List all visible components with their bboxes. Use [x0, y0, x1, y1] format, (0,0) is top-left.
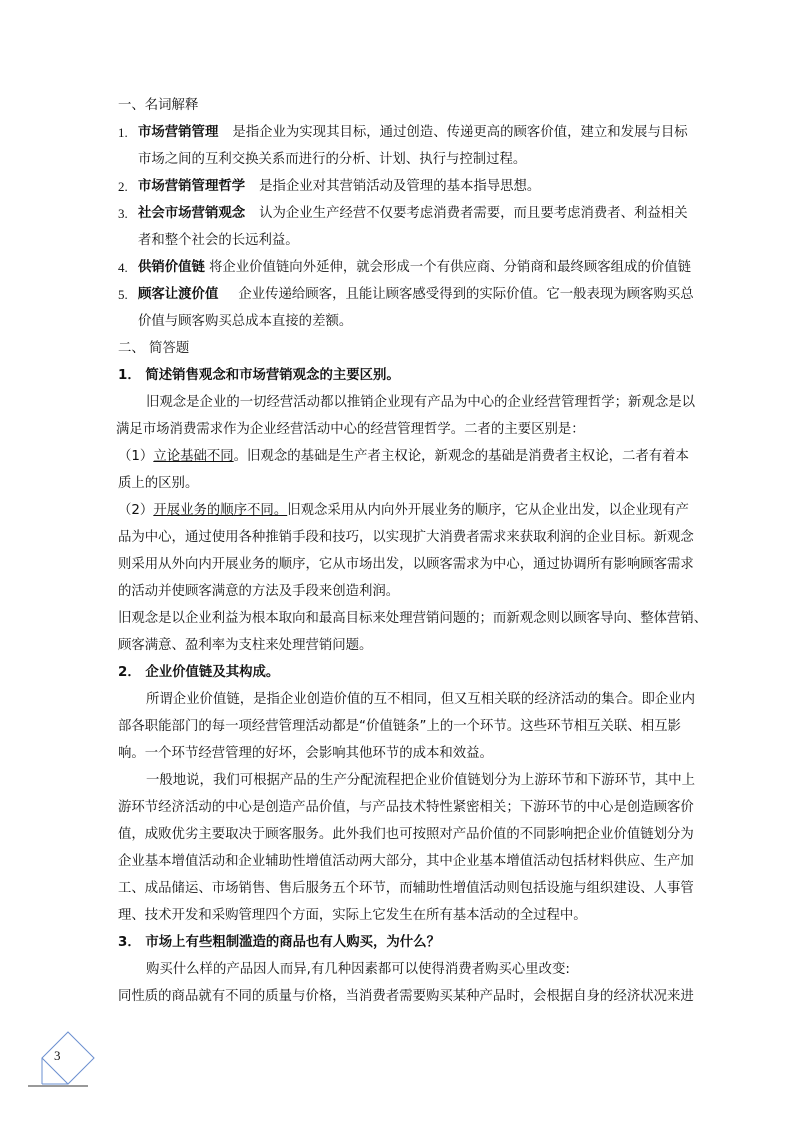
- definition-cont: 市场之间的互利交换关系而进行的分析、计划、执行与控制过程。: [138, 152, 527, 167]
- section2-heading: 二、 简答题: [118, 341, 190, 356]
- list-item: [118, 254, 728, 281]
- paragraph: 工、成品储运、市场销售、售后服务五个环节，而辅助性增值活动则包括设施与组织建设、人事管: [118, 881, 694, 896]
- paragraph: 一般地说，我们可根据产品的生产分配流程把企业价值链划分为上游环节和下游环节，其中上: [146, 773, 696, 788]
- paragraph: [118, 443, 728, 470]
- list-item: [118, 281, 728, 308]
- term: 顾客让渡价值: [138, 287, 219, 302]
- definition: 认为企业生产经营不仅要考虑消费者需要，而且要考虑消费者、利益相关: [259, 206, 688, 221]
- paragraph: [118, 497, 728, 524]
- paragraph: 理、技术开发和采购管理四个方面，实际上它发生在所有基本活动的全过程中。: [118, 908, 587, 923]
- item-number: 2.: [118, 179, 128, 194]
- term: 市场营销管理: [138, 125, 219, 140]
- point-label: （1）: [118, 449, 154, 464]
- section1-heading: 一、名词解释: [118, 98, 199, 113]
- definition: 企业传递给顾客，且能让顾客感受得到的实际价值。它一般表现为顾客购买总: [238, 287, 694, 302]
- page-number: 3: [54, 1048, 61, 1063]
- definition: 是指企业为实现其目标，通过创造、传递更高的顾客价值，建立和发展与目标: [232, 125, 688, 140]
- paragraph: 企业基本增值活动和企业辅助性增值活动两大部分，其中企业基本增值活动包括材料供应、生产加: [118, 854, 694, 869]
- paragraph: 游环节经济活动的中心是创造产品价值，与产品技术特性紧密相关；下游环节的中心是创造顾客价: [118, 800, 694, 815]
- definition: 是指企业对其营销活动及管理的基本指导思想。: [259, 179, 541, 194]
- page-corner-decoration: [28, 1030, 108, 1110]
- question-title: 1． 简述销售观念和市场营销观念的主要区别。: [118, 368, 400, 383]
- paragraph: 响。一个环节经营管理的好坏，会影响其他环节的成本和效益。: [118, 746, 493, 761]
- paragraph: 则采用从外向内开展业务的顺序，它从市场出发，以顾客需求为中心，通过协调所有影响顾客需求: [118, 557, 694, 572]
- list-item: [118, 119, 728, 146]
- paragraph: 值，成败优劣主要取决于顾客服务。此外我们也可按照对产品价值的不同影响把企业价值链划分为: [118, 827, 694, 842]
- list-item: [118, 200, 728, 227]
- underlined-phrase: 开展业务的顺序不同。: [153, 503, 288, 518]
- item-number: 3.: [118, 206, 128, 221]
- paragraph: 购买什么样的产品因人而异,有几种因素都可以使得消费者购买心里改变:: [146, 962, 570, 977]
- underlined-phrase: 立论基础不同: [153, 449, 234, 464]
- term: 市场营销管理哲学: [138, 179, 246, 194]
- paragraph-text: 旧观念采用从内向外开展业务的顺序，它从企业出发，以企业现有产: [287, 503, 689, 518]
- paragraph-text: 。旧观念的基础是生产者主权论，新观念的基础是消费者主权论，二者有着本: [233, 449, 689, 464]
- item-number: 5.: [118, 287, 128, 302]
- paragraph: 所谓企业价值链，是指企业创造价值的互不相同，但又互相关联的经济活动的集合。即企业内: [146, 692, 696, 707]
- point-label: （2）: [118, 503, 154, 518]
- list-item: [118, 173, 728, 200]
- paragraph: 同性质的商品就有不同的质量与价格，当消费者需要购买某种产品时，会根据自身的经济状况来进: [118, 989, 694, 1004]
- paragraph: 顾客满意、盈利率为支柱来处理营销问题。: [118, 638, 373, 653]
- definition: 将企业价值链向外延伸，就会形成一个有供应商、分销商和最终顾客组成的价值链: [208, 260, 692, 275]
- document-body: [118, 92, 728, 1010]
- paragraph: 旧观念是以企业利益为根本取向和最高目标来处理营销问题的；而新观念则以顾客导向、整体营销、: [118, 611, 708, 626]
- question-title: 2． 企业价值链及其构成。: [118, 665, 280, 680]
- paragraph: 的活动并使顾客满意的方法及手段来创造利润。: [118, 584, 400, 599]
- question-title: 3． 市场上有些粗制滥造的商品也有人购买，为什么？: [118, 935, 440, 950]
- paragraph: 满足市场消费需求作为企业经营活动中心的经营管理哲学。二者的主要区别是：: [116, 422, 585, 437]
- term: 社会市场营销观念: [138, 206, 246, 221]
- paragraph: 部各职能部门的每一项经营管理活动都是“价值链条”上的一个环节。这些环节相互关联、相互影: [118, 719, 681, 734]
- paragraph: 品为中心，通过使用各种推销手段和技巧，以实现扩大消费者需求来获取利润的企业目标。新观念: [118, 530, 694, 545]
- item-number: 1.: [118, 125, 128, 140]
- term: 供销价值链: [138, 260, 205, 275]
- definition-cont: 者和整个社会的长远利益。: [138, 233, 299, 248]
- paragraph: 旧观念是企业的一切经营活动都以推销企业现有产品为中心的企业经营管理哲学；新观念是以: [146, 395, 696, 410]
- definition-cont: 价值与顾客购买总成本直接的差额。: [138, 314, 353, 329]
- paragraph: 质上的区别。: [118, 476, 199, 491]
- item-number: 4.: [118, 260, 128, 275]
